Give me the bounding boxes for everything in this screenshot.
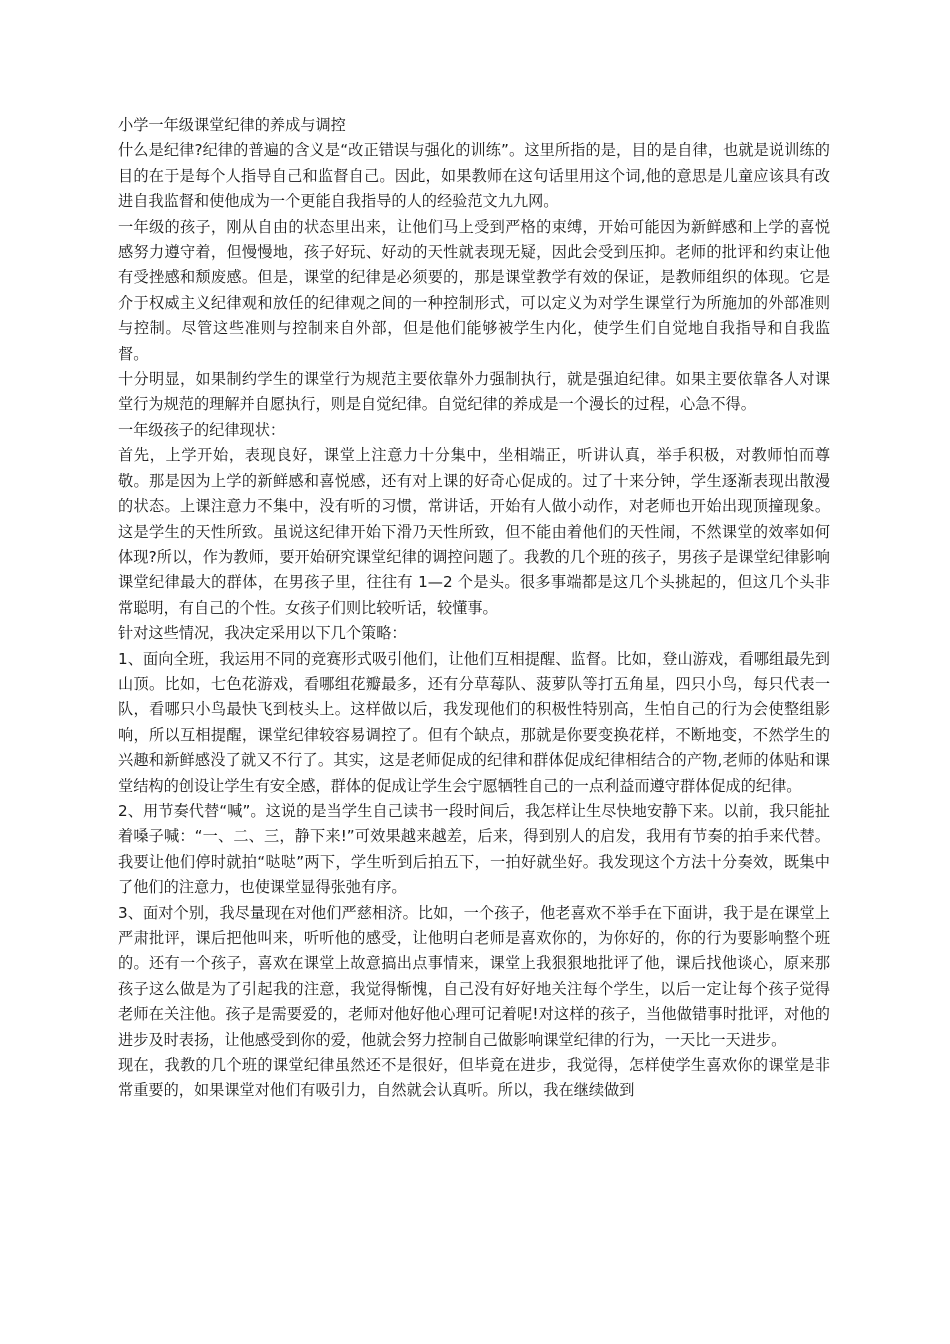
- paragraph-status-heading: 一年级孩子的纪律现状：: [118, 420, 286, 439]
- paragraph-strategy-2: 2、用节奏代替“喊”。这说的是当学生自己读书一段时间后，我怎样让生尽快地安静下来。以前，我只能扯着嗓子喊：“一、二、三，静下来!”可效果越来越差，后来，得到别人的启发，我用有节奏的拍手来代替。我要让他们停时就拍“哒哒”两下，学生听到后拍五下，一拍好就坐好。我发现这个方法十分奏效，既集中了他们的注意力，也使课堂显得张弛有序。: [118, 801, 830, 897]
- paragraph-self-discipline: 十分明显，如果制约学生的课堂行为规范主要依靠外力强制执行，就是强迫纪律。如果主要依靠各人对课堂行为规范的理解并自愿执行，则是自觉纪律。自觉纪律的养成是一个漫长的过程，心急不得。: [118, 370, 830, 414]
- paragraph-strategy-1: 1、面向全班，我运用不同的竞赛形式吸引他们，让他们互相提醒、监督。比如，登山游戏，看哪组最先到山顶。比如，七色花游戏，看哪组花瓣最多，还有分草莓队、菠萝队等打五角星，四只小鸟，每只代表一队，看哪只小鸟最快飞到枝头上。这样做以后，我发现他们的积极性特别高，生怕自己的行为会使整组影响，所以互相提醒，课堂纪律较容易调控了。但有个缺点，那就是你要变换花样，不断地变，不然学生的兴趣和新鲜感没了就又不行了。其实，这是老师促成的纪律和群体促成纪律相结合的产物,老师的体贴和课堂结构的创设让学生有安全感，群体的促成让学生会宁愿牺牲自己的一点利益而遵守群体促成的纪律。: [118, 649, 830, 795]
- paragraph-definition: 什么是纪律?纪律的普遍的含义是“改正错误与强化的训练”。这里所指的是，目的是自律，也就是说训练的目的在于是每个人指导自己和监督自己。因此，如果教师在这句话里用这个词,他的意思是儿童应该具有改进自我监督和使他成为一个更能自我指导的人的经验范文九九网。: [118, 141, 830, 211]
- paragraph-status: 首先，上学开始，表现良好，课堂上注意力十分集中，坐相端正，听讲认真，举手积极，对教师怕而尊敬。那是因为上学的新鲜感和喜悦感，还有对上课的好奇心促成的。过了十来分钟，学生逐渐表现出散漫的状态。上课注意力不集中，没有听的习惯，常讲话，开始有人做小动作，对老师也开始出现顶撞现象。这是学生的天性所致。虽说这纪律开始下滑乃天性所致，但不能由着他们的天性闹，不然课堂的效率如何体现?所以，作为教师，要开始研究课堂纪律的调控问题了。我教的几个班的孩子，男孩子是课堂纪律影响课堂纪律最大的群体，在男孩子里，往往有 1—2 个是头。很多事端都是这几个头挑起的，但这几个头非常聪明，有自己的个性。女孩子们则比较听话，较懂事。: [118, 446, 830, 617]
- paragraph-first-grade: 一年级的孩子，刚从自由的状态里出来，让他们马上受到严格的束缚，开始可能因为新鲜感和上学的喜悦感努力遵守着，但慢慢地，孩子好玩、好动的天性就表现无疑，因此会受到压抑。老师的批评和约束让他有受挫感和颓废感。但是，课堂的纪律是必须要的，那是课堂教学有效的保证，是教师组织的体现。它是介于权威主义纪律观和放任的纪律观之间的一种控制形式，可以定义为对学生课堂行为所施加的外部准则与控制。尽管这些准则与控制来自外部，但是他们能够被学生内化，使学生们自觉地自我指导和自我监督。: [118, 217, 830, 363]
- paragraph-conclusion: 现在，我教的几个班的课堂纪律虽然还不是很好，但毕竟在进步，我觉得，怎样使学生喜欢你的课堂是非常重要的，如果课堂对他们有吸引力，自然就会认真听。所以，我在继续做到: [118, 1056, 830, 1100]
- paragraph-strategy-3: 3、面对个别，我尽量现在对他们严慈相济。比如，一个孩子，他老喜欢不举手在下面讲，我于是在课堂上严肃批评，课后把他叫来，听听他的感受，让他明白老师是喜欢你的，为你好的，你的行为要影响整个班的。还有一个孩子，喜欢在课堂上故意搞出点事情来，课堂上我狠狠地批评了他，课后找他谈心，原来那孩子这么做是为了引起我的注意，我觉得惭愧，自己没有好好地关注每个学生，以后一定让每个孩子觉得老师在关注他。孩子是需要爱的，老师对他好他心理可记着呢!对这样的孩子，当他做错事时批评，对他的进步及时表扬，让他感受到你的爱，他就会努力控制自己做影响课堂纪律的行为，一天比一天进步。: [118, 903, 830, 1049]
- paragraph-strategies-heading: 针对这些情况，我决定采用以下几个策略：: [118, 624, 407, 643]
- document-page: [118, 113, 830, 1104]
- document-title: 小学一年级课堂纪律的养成与调控: [118, 116, 346, 134]
